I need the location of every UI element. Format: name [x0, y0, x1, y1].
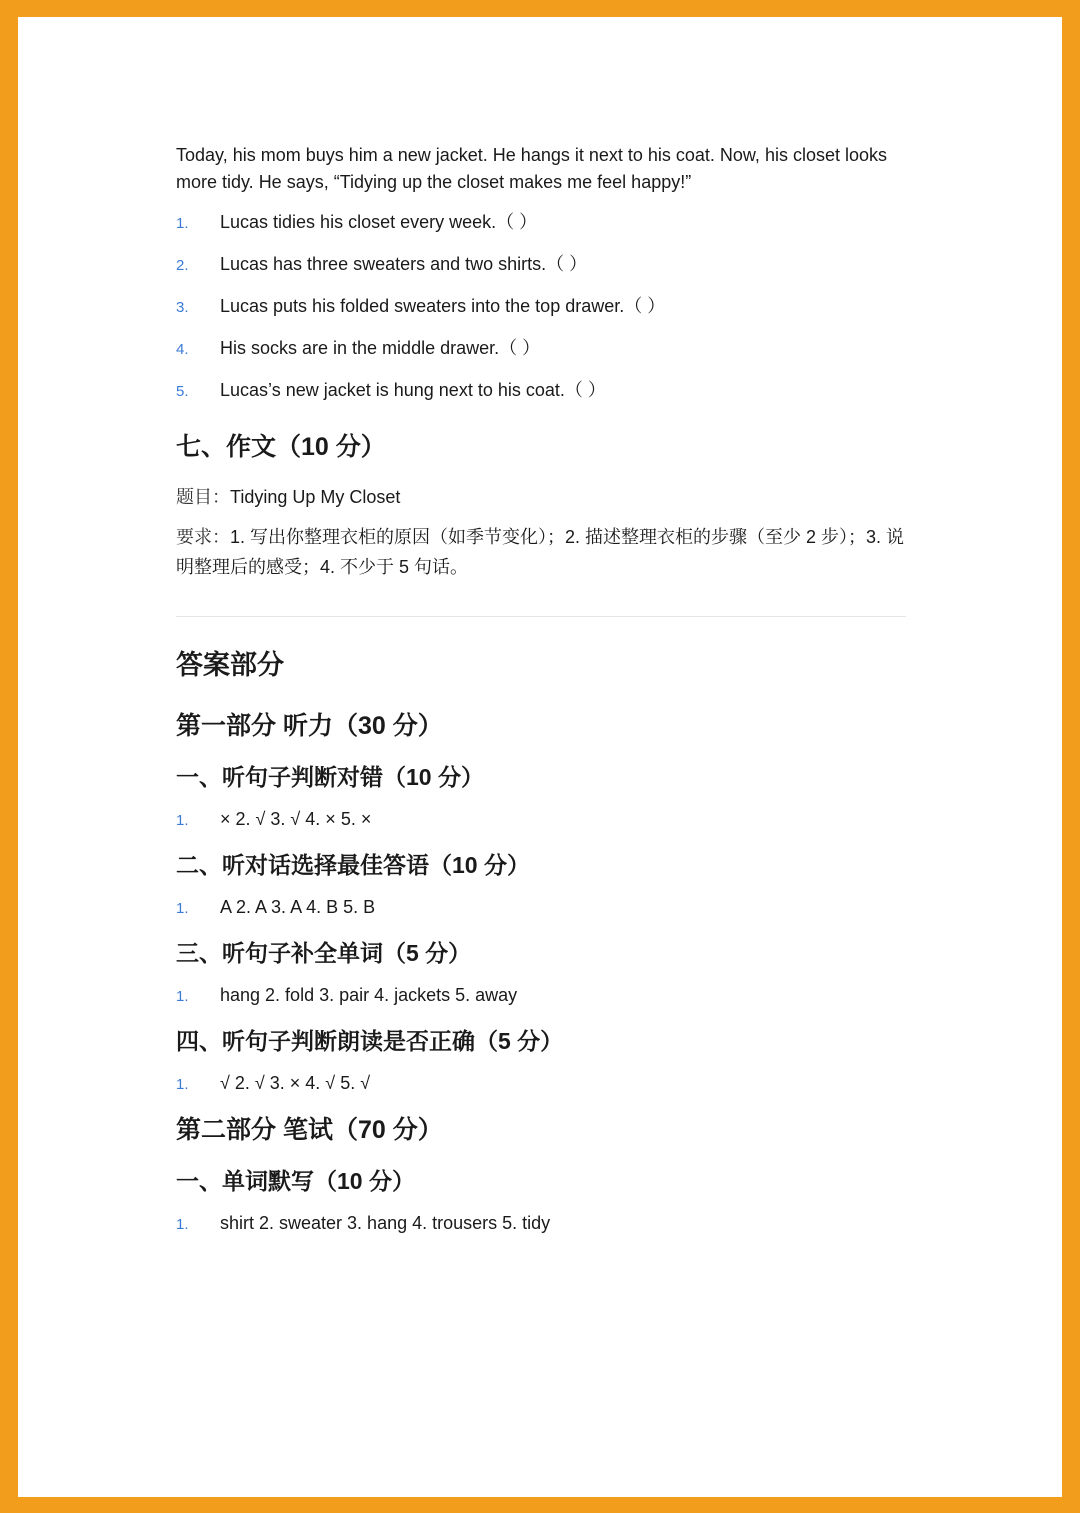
- section-divider: [176, 616, 906, 617]
- answer-text: × 2. √ 3. √ 4. × 5. ×: [220, 809, 372, 829]
- list-item: [176, 294, 906, 318]
- list-item: [176, 336, 906, 360]
- list-item: [176, 378, 906, 402]
- answer-text: A 2. A 3. A 4. B 5. B: [220, 897, 376, 917]
- composition-topic: [176, 482, 906, 512]
- part2-heading: 第二部分 笔试（70 分）: [176, 1116, 443, 1144]
- composition-heading: 七、作文（10 分）: [176, 433, 386, 461]
- answer-list: [176, 983, 906, 1007]
- list-number: 5.: [176, 383, 189, 400]
- answer-text: shirt 2. sweater 3. hang 4. trousers 5. tidy: [220, 1213, 551, 1233]
- question-text: His socks are in the middle drawer.（ ）: [220, 338, 541, 358]
- list-number: 2.: [176, 257, 189, 274]
- list-number: 1.: [176, 900, 189, 917]
- list-item: [176, 1071, 906, 1095]
- part1-heading: 第一部分 听力（30 分）: [176, 712, 443, 740]
- list-item: [176, 807, 906, 831]
- list-number: 1.: [176, 215, 189, 232]
- topic-label: 题目：: [176, 487, 230, 507]
- section-heading: 二、听对话选择最佳答语（10 分）: [176, 852, 530, 878]
- story-paragraph: Today, his mom buys him a new jacket. He hangs it next to his coat. Now, his closet looks more tidy. He says, “Tidying up the closet makes me feel happy!”: [176, 145, 887, 192]
- question-text: Lucas puts his folded sweaters into the top drawer.（ ）: [220, 296, 666, 316]
- section-heading: 一、单词默写（10 分）: [176, 1168, 415, 1194]
- document-content: [176, 142, 906, 1253]
- list-item: [176, 895, 906, 919]
- question-text: Lucas’s new jacket is hung next to his coat.（ ）: [220, 380, 606, 400]
- question-text: Lucas tidies his closet every week.（ ）: [220, 212, 538, 232]
- question-list: [176, 210, 906, 402]
- list-number: 3.: [176, 299, 189, 316]
- section-heading: 三、听句子补全单词（5 分）: [176, 940, 472, 966]
- list-item: [176, 1211, 906, 1235]
- list-number: 4.: [176, 341, 189, 358]
- list-item: [176, 983, 906, 1007]
- list-item: [176, 210, 906, 234]
- list-number: 1.: [176, 812, 189, 829]
- answer-text: √ 2. √ 3. × 4. √ 5. √: [220, 1073, 371, 1093]
- list-number: 1.: [176, 1216, 189, 1233]
- answer-list: [176, 895, 906, 919]
- answer-list: [176, 807, 906, 831]
- requirements-text: 1. 写出你整理衣柜的原因（如季节变化）；2. 描述整理衣柜的步骤（至少 2 步）；3. 说明整理后的感受；4. 不少于 5 句话。: [176, 527, 905, 577]
- requirements-label: 要求：: [176, 527, 230, 547]
- answers-title: 答案部分: [176, 650, 284, 680]
- question-text: Lucas has three sweaters and two shirts.（ ）: [220, 254, 588, 274]
- section-heading: 四、听句子判断朗读是否正确（5 分）: [176, 1028, 564, 1054]
- section-heading: 一、听句子判断对错（10 分）: [176, 764, 484, 790]
- list-number: 1.: [176, 988, 189, 1005]
- document-page: [18, 17, 1062, 1497]
- answer-text: hang 2. fold 3. pair 4. jackets 5. away: [220, 985, 518, 1005]
- answer-list: [176, 1071, 906, 1095]
- composition-requirements: [176, 522, 906, 582]
- list-item: [176, 252, 906, 276]
- topic-text: Tidying Up My Closet: [230, 487, 401, 507]
- answer-list: [176, 1211, 906, 1235]
- list-number: 1.: [176, 1076, 189, 1093]
